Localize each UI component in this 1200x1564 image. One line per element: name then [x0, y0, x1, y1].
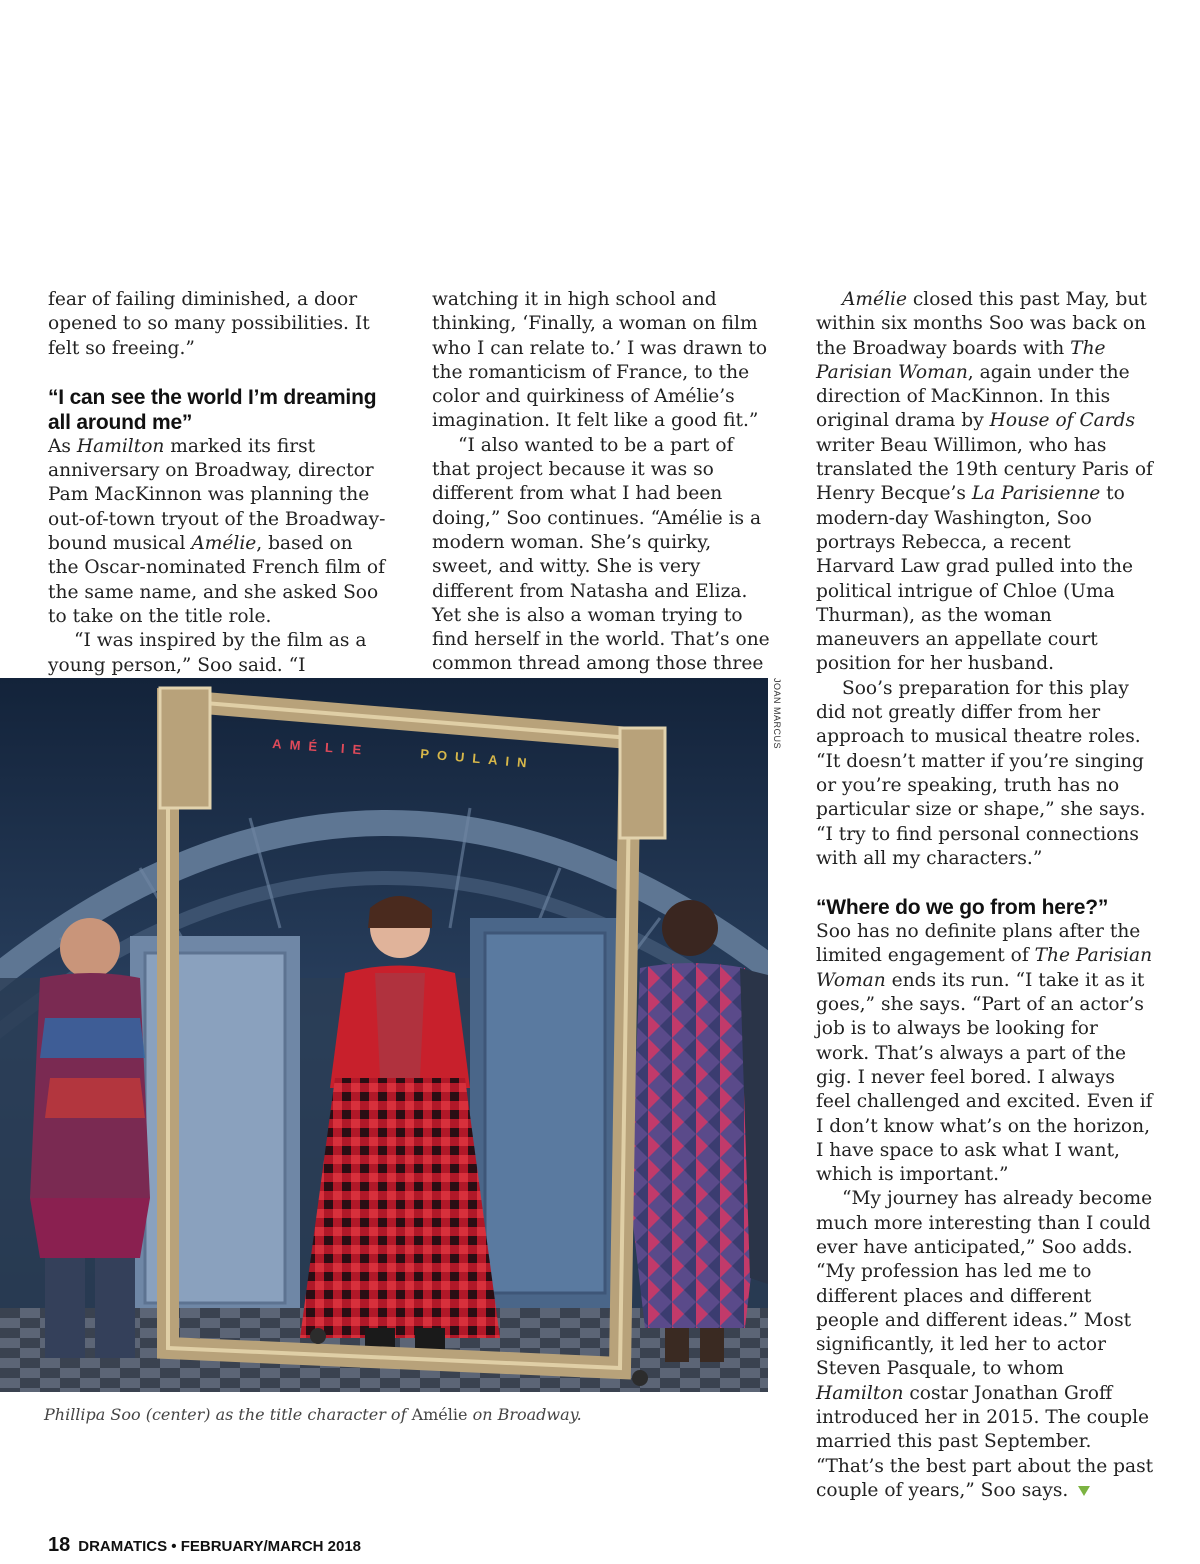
page-number: 18	[48, 1534, 71, 1556]
end-mark-icon	[1078, 1486, 1090, 1496]
column-1	[48, 288, 386, 702]
stage-illustration	[0, 678, 768, 1392]
section-heading: “Where do we go from here?”	[816, 896, 1109, 920]
column-2	[432, 288, 770, 701]
paragraph: “I was inspired by the film as a young person,” Soo said. “I	[48, 630, 367, 676]
column-3	[816, 288, 1154, 1503]
publication-line: DRAMATICS • FEBRUARY/MARCH 2018	[78, 1538, 362, 1555]
sign-right: POULAIN	[419, 746, 536, 771]
paragraph: fear of failing diminished, a door opened to so many possibilities. It felt so freeing.”	[48, 289, 370, 359]
paragraph: As Hamilton marked its first anniversary on Broadway, director Pam MacKinnon was planning the out-of-town tryout of the Broadway-bound musical Amélie, based on the Oscar-nominated French film of the same name, and she asked Soo to take on the title role.	[48, 435, 386, 627]
page-footer	[48, 1534, 361, 1557]
paragraph: watching it in high school and thinking, ‘Finally, a woman on film who I can relate to.’ I was drawn to the romanticism of France, to the color and quirkiness of Amélie’s imagination. It felt like a good fit.”	[432, 289, 768, 432]
section-heading: “I can see the world I’m dreaming all around me”	[48, 385, 377, 434]
stage-photo	[0, 678, 768, 1392]
paragraph: “My journey has already become much more interesting than I could ever have anticipated,” Soo adds. “My profession has led me to different places and different people and different ideas.” Most significantly, it led her to actor Steven Pasquale, to whom Hamilton costar Jonathan Groff introduced her in 2015. The couple married this past September. “That’s the best part about the past couple of years,” Soo says.	[816, 1188, 1154, 1501]
sign-left: AMÉLIE	[271, 736, 370, 758]
photo-credit: JOAN MARCUS	[772, 678, 782, 750]
paragraph: Amélie closed this past May, but within six months Soo was back on the Broadway boards with The Parisian Woman, again under the direction of MacKinnon. In this original drama by House of Cards writer Beau Willimon, who has translated the 19th century Paris of Henry Becque’s La Parisienne to modern-day Washington, Soo portrays Rebecca, a recent Harvard Law grad pulled into the political intrigue of Chloe (Uma Thurman), as the woman maneuvers an appellate court position for her husband.	[816, 289, 1153, 675]
paragraph: Soo has no definite plans after the limited engagement of The Parisian Woman ends its run. “I take it as it goes,” she says. “Part of an actor’s job is to always be looking for work. That’s always a part of the gig. I never feel bored. I always feel challenged and excited. Even if I don’t know what’s on the horizon, I have space to ask what I want, which is important.”	[816, 921, 1153, 1186]
paragraph: Soo’s preparation for this play did not greatly differ from her approach to musical theatre roles. “It doesn’t matter if you’re singing or you’re speaking, truth has no particular size or shape,” she says. “I try to find personal connections with all my characters.”	[816, 677, 1146, 869]
paragraph: “I also wanted to be a part of that project because it was so different from what I had been doing,” Soo continues. “Amélie is a modern woman. She’s quirky, sweet, and witty. She is very different from Natasha and Eliza. Yet she is also a woman trying to find herself in the world. That’s one common thread among those three	[432, 434, 770, 675]
photo-caption: Phillipa Soo (center) as the title character of Amélie on Broadway.	[44, 1405, 582, 1424]
